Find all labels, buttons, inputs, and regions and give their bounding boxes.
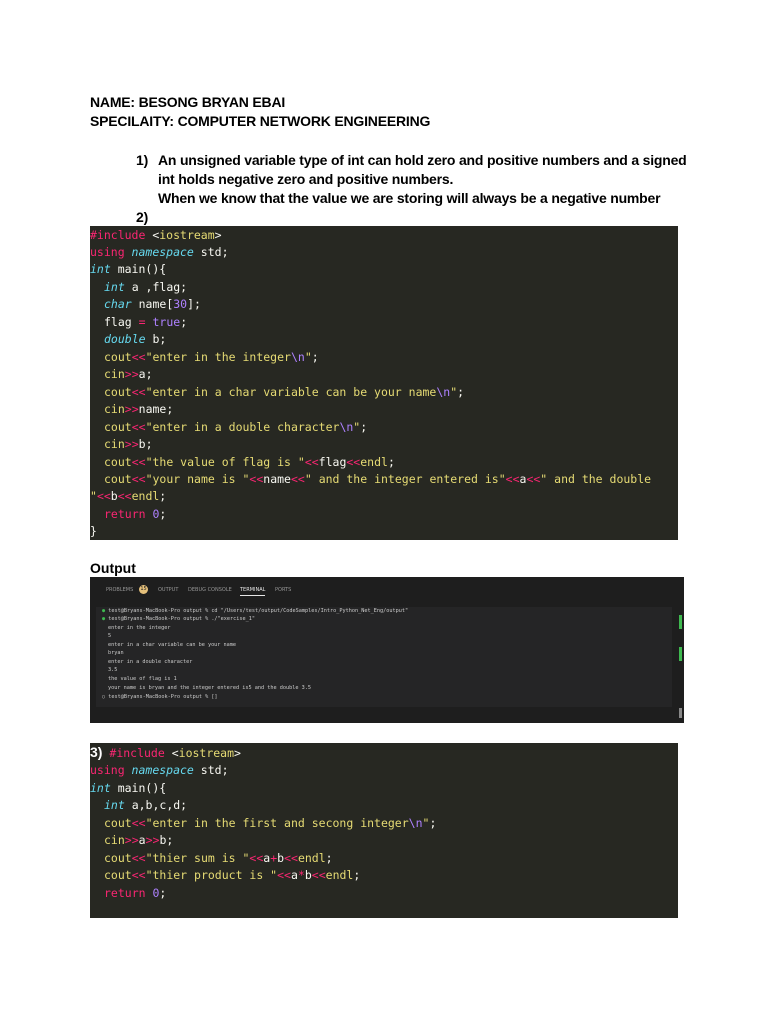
terminal-panel[interactable]: [96, 607, 672, 707]
q1-line3: When we know that the value we are storing will always be a negative number: [158, 190, 661, 206]
q1-number: 1): [136, 152, 149, 168]
code-line: double b;: [104, 332, 167, 346]
code-line: return 0;: [104, 886, 167, 900]
tab-debug-console[interactable]: DEBUG CONSOLE: [188, 587, 232, 593]
q3-number: 3): [90, 744, 103, 760]
code-line: cout<<"enter in a char variable can be your name\n";: [104, 385, 465, 399]
terminal-line: 3.5: [108, 667, 118, 673]
speciality: SPECILAITY: COMPUTER NETWORK ENGINEERING: [90, 113, 431, 129]
code-line: 3) #include <iostream>: [90, 744, 241, 760]
tab-problems[interactable]: PROBLEMS: [106, 587, 134, 593]
code-block-2: [90, 743, 678, 918]
q1-line1: An unsigned variable type of int can hold zero and positive numbers and a signed: [158, 152, 687, 168]
scrollbar-marker: [679, 615, 682, 629]
code-line: cin>>a>>b;: [104, 833, 174, 847]
code-line: int a ,flag;: [104, 280, 188, 294]
terminal-line: the value of flag is 1: [108, 676, 177, 682]
terminal-screenshot: [90, 577, 684, 723]
code-line: char name[30];: [104, 297, 201, 311]
code-line: int main(){: [90, 781, 167, 795]
code-line: "<<b<<endl;: [90, 489, 167, 503]
code-block-1: [90, 226, 678, 540]
tab-terminal[interactable]: TERMINAL: [240, 587, 265, 596]
terminal-line: 5: [108, 633, 112, 639]
code-line: #include <iostream>: [90, 228, 222, 242]
code-line: cout<<"the value of flag is "<<flag<<endl;: [104, 455, 395, 469]
q1-line2: int holds negative zero and positive numbers.: [158, 171, 454, 187]
code-line: int main(){: [90, 262, 167, 276]
code-line: cin>>b;: [104, 437, 153, 451]
code-line: return 0;: [104, 507, 167, 521]
terminal-line: ● test@Bryans-MacBook-Pro output % ./"exercise_1": [102, 616, 256, 622]
terminal-line: ● test@Bryans-MacBook-Pro output % cd "/Users/test/output/CodeSamples/Intro_Python_Net_Eng/output": [102, 608, 409, 614]
code-line: cout<<"enter in the integer\n";: [104, 350, 319, 364]
scrollbar-marker: [679, 647, 682, 661]
code-line: using namespace std;: [90, 763, 229, 777]
code-line: cout<<"enter in the first and secong integer\n";: [104, 816, 437, 830]
output-heading: Output: [90, 560, 136, 576]
terminal-line: bryan: [108, 650, 124, 656]
code-line: cout<<"thier product is "<<a*b<<endl;: [104, 868, 361, 882]
code-line: cin>>a;: [104, 367, 153, 381]
code-line: cout<<"your name is "<<name<<" and the integer entered is"<<a<<" and the double: [104, 472, 652, 486]
terminal-line: enter in the integer: [108, 625, 171, 631]
code-line: using namespace std;: [90, 245, 229, 259]
terminal-line: enter in a double character: [108, 659, 193, 665]
terminal-line: enter in a char variable can be your name: [108, 642, 237, 648]
code-line: flag = true;: [104, 315, 188, 329]
problems-badge: 15: [140, 586, 147, 592]
code-line: cout<<"enter in a double character\n";: [104, 420, 368, 434]
scrollbar-marker: [679, 708, 682, 718]
terminal-line: your name is bryan and the integer entered is5 and the double 3.5: [108, 685, 312, 691]
code-line: int a,b,c,d;: [104, 798, 188, 812]
terminal-line: ○ test@Bryans-MacBook-Pro output % []: [102, 694, 218, 700]
q2-number: 2): [136, 209, 149, 225]
code-line: cin>>name;: [104, 402, 174, 416]
student-name: NAME: BESONG BRYAN EBAI: [90, 94, 286, 110]
code-line: }: [90, 524, 97, 538]
tab-output[interactable]: OUTPUT: [158, 587, 179, 593]
code-line: cout<<"thier sum is "<<a+b<<endl;: [104, 851, 333, 865]
tab-ports[interactable]: PORTS: [275, 587, 292, 593]
